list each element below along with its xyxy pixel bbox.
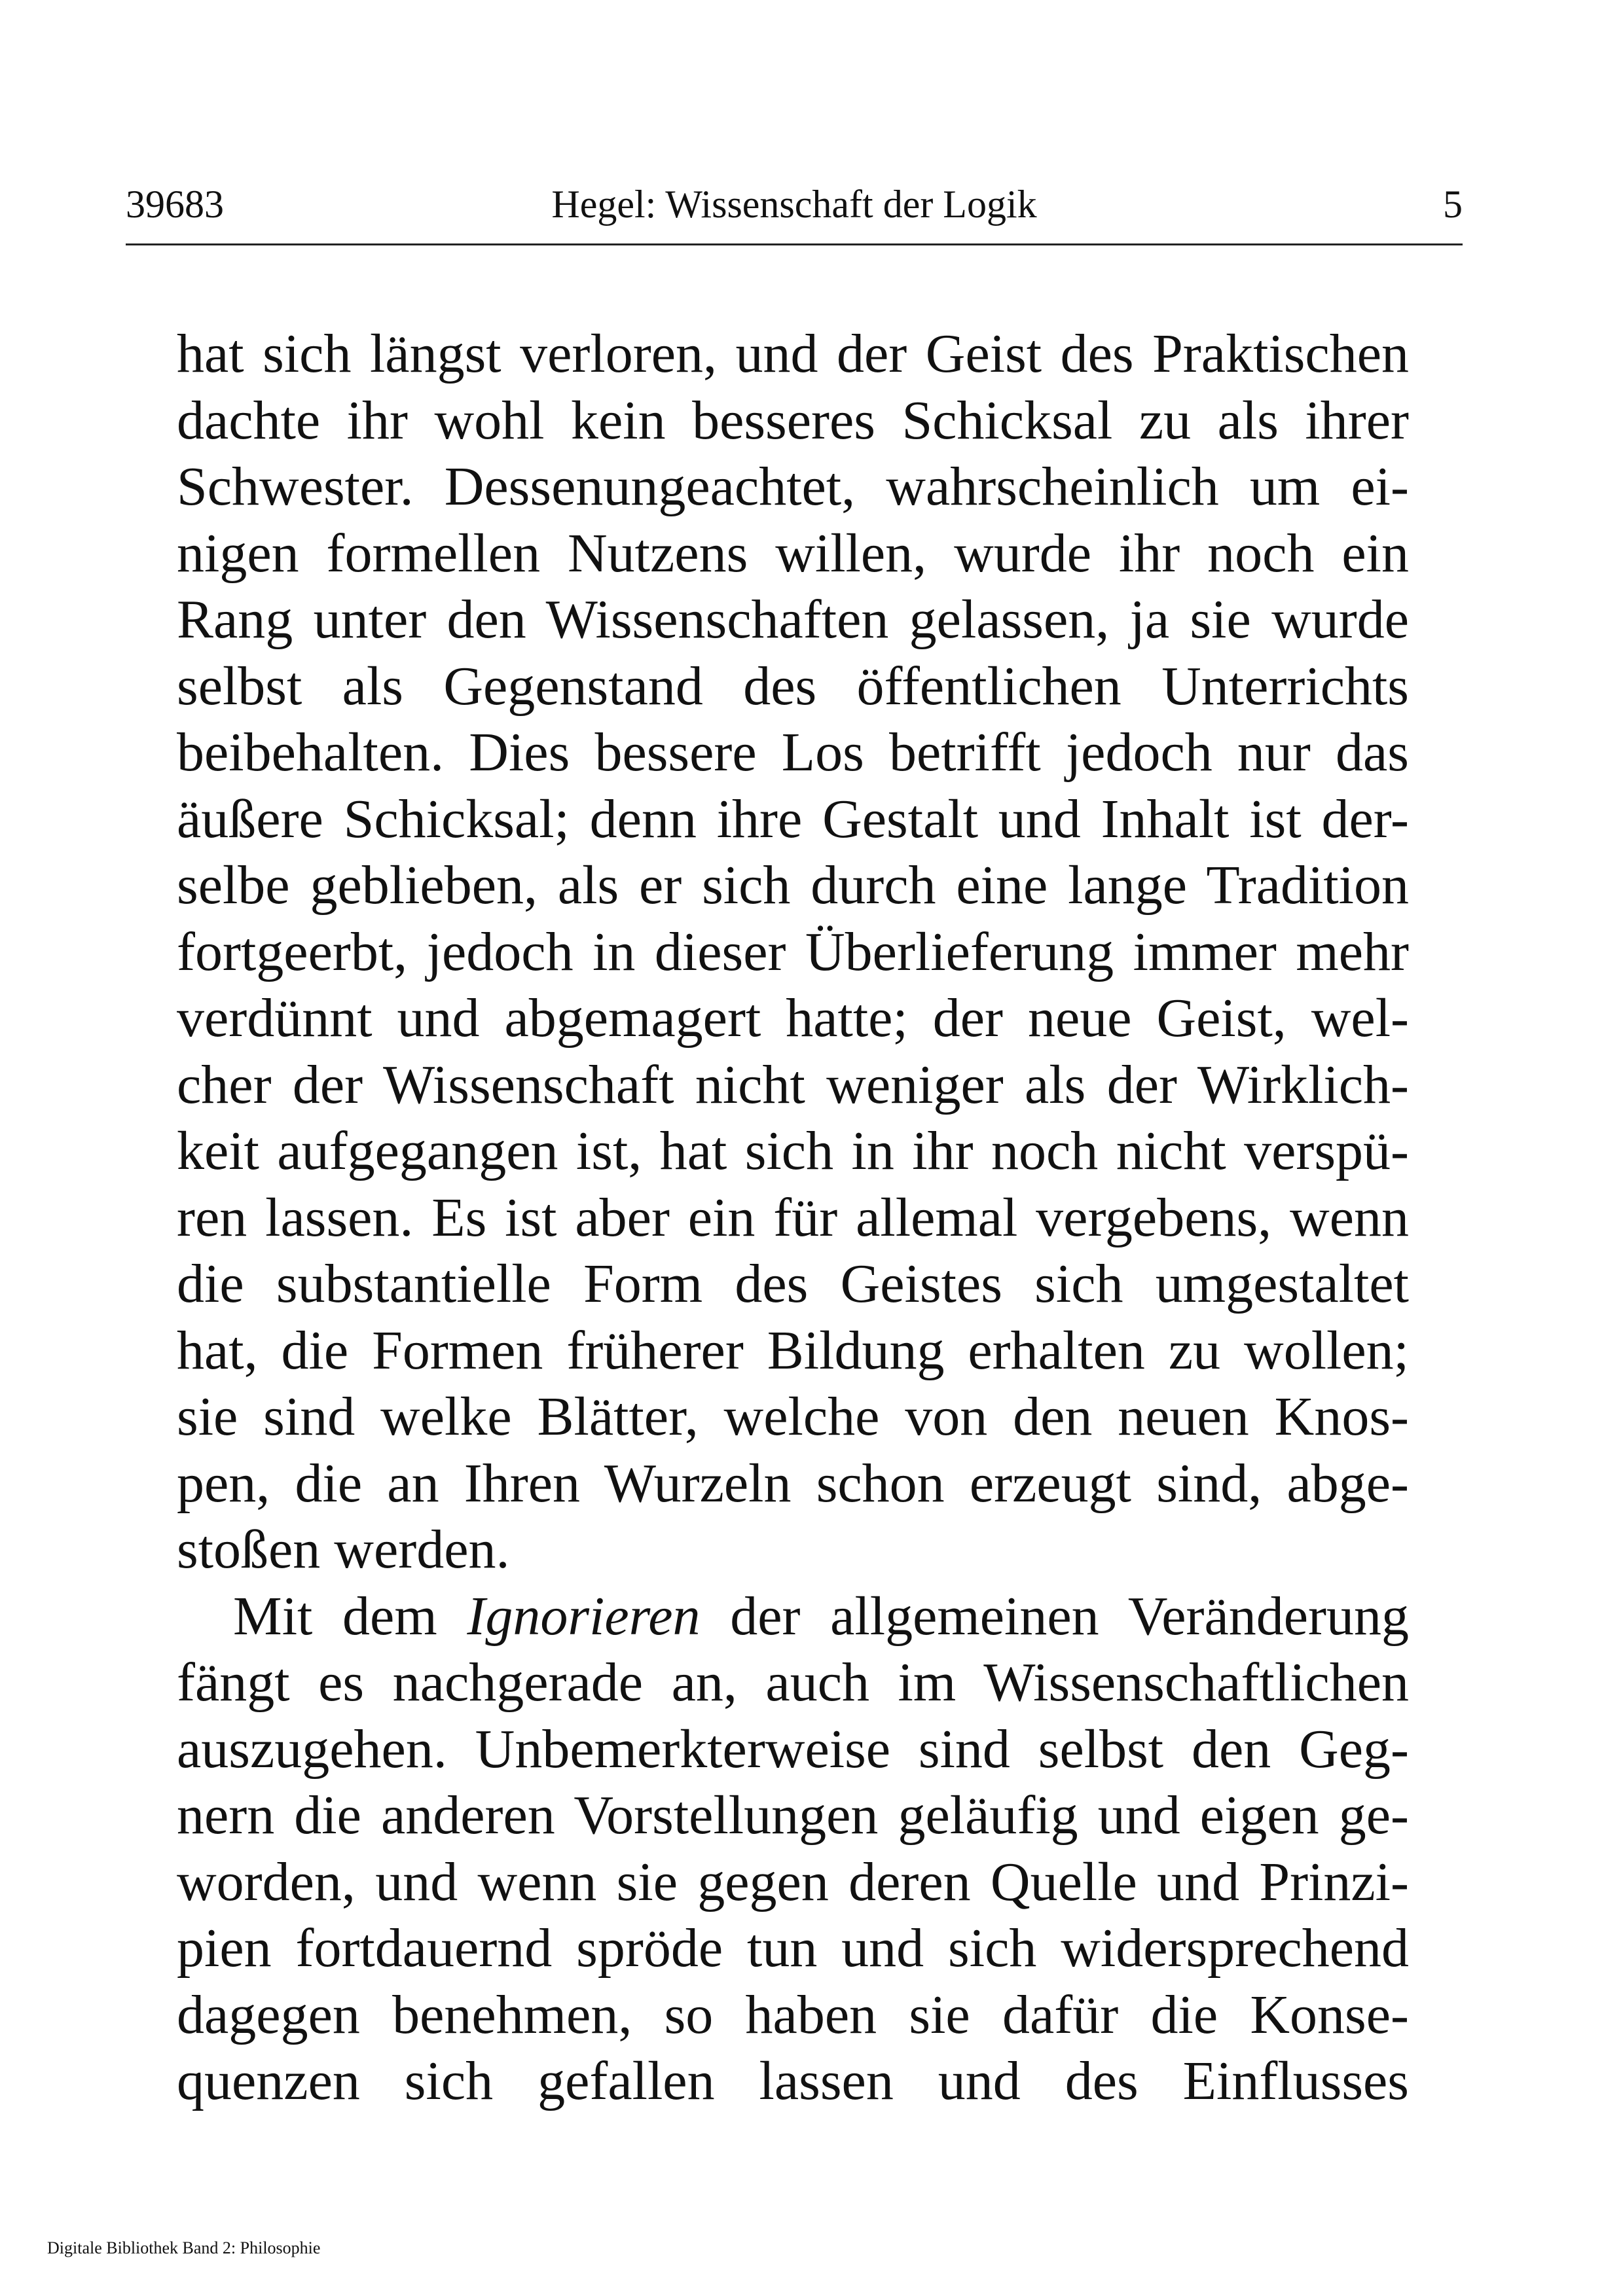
emphasized-word: Ignorieren — [467, 1585, 701, 1647]
header-rule — [126, 243, 1463, 245]
text-line: selbst als Gegenstand des öffentlichen Unterrichts — [177, 655, 1409, 717]
text-line: Rang unter den Wissenschaften gelassen, ja sie wurde — [177, 589, 1409, 650]
text-line: sie sind welke Blätter, welche von den neuen Knos- — [177, 1386, 1409, 1447]
text-line: quenzen sich gefallen lassen und des Einflusses — [177, 2051, 1409, 2111]
text-line: pen, die an Ihren Wurzeln schon erzeugt sind, abge- — [177, 1452, 1409, 1514]
page-number: 5 — [1443, 183, 1463, 226]
paragraph-2 — [177, 1583, 1409, 2115]
text-line: dagegen benehmen, so haben sie dafür die Konse- — [177, 1984, 1409, 2045]
text-line: auszugehen. Unbemerkterweise sind selbst den Geg- — [177, 1718, 1409, 1780]
page-footer: Digitale Bibliothek Band 2: Philosophie — [47, 2238, 321, 2257]
text-line: hat sich längst verloren, und der Geist des Praktischen — [177, 323, 1409, 384]
document-id: 39683 — [126, 183, 224, 226]
text-line: nern die anderen Vorstellungen geläufig und eigen ge- — [177, 1785, 1409, 1846]
text-fragment: der allgemeinen Veränderung — [700, 1585, 1409, 1647]
text-line: die substantielle Form des Geistes sich umgestaltet — [177, 1253, 1409, 1314]
text-line: stoßen werden. — [177, 1519, 510, 1580]
text-line: äußere Schicksal; denn ihre Gestalt und Inhalt ist der- — [177, 788, 1409, 850]
text-line: fängt es nachgerade an, auch im Wissenschaftlichen — [177, 1652, 1409, 1713]
text-line: ren lassen. Es ist aber ein für allemal vergebens, wenn — [177, 1187, 1409, 1248]
text-line: Schwester. Dessenungeachtet, wahrscheinlich um ei- — [177, 456, 1409, 517]
paragraph-1 — [177, 321, 1409, 1583]
text-line: hat, die Formen früherer Bildung erhalten zu wollen; — [177, 1319, 1409, 1381]
text-line: worden, und wenn sie gegen deren Quelle und Prinzi- — [177, 1851, 1409, 1912]
text-line: dachte ihr wohl kein besseres Schicksal zu als ihrer — [177, 389, 1409, 451]
text-fragment: Mit dem — [233, 1585, 467, 1647]
text-line: pien fortdauernd spröde tun und sich widersprechend — [177, 1918, 1409, 1979]
text-line: fortgeerbt, jedoch in dieser Überlieferung immer mehr — [177, 921, 1409, 982]
text-line: cher der Wissenschaft nicht weniger als der Wirklich- — [177, 1054, 1409, 1115]
page-header — [126, 178, 1463, 230]
body-text — [177, 321, 1409, 2115]
text-line: beibehalten. Dies bessere Los betrifft jedoch nur das — [177, 722, 1409, 783]
text-line: verdünnt und abgemagert hatte; der neue Geist, wel- — [177, 988, 1409, 1049]
text-line: nigen formellen Nutzens willen, wurde ihr noch ein — [177, 522, 1409, 584]
running-title: Hegel: Wissenschaft der Logik — [551, 183, 1037, 226]
text-line: keit aufgegangen ist, hat sich in ihr noch nicht verspü- — [177, 1121, 1409, 1181]
text-line: selbe geblieben, als er sich durch eine lange Tradition — [177, 855, 1409, 916]
text-line-first — [177, 1583, 1409, 1650]
